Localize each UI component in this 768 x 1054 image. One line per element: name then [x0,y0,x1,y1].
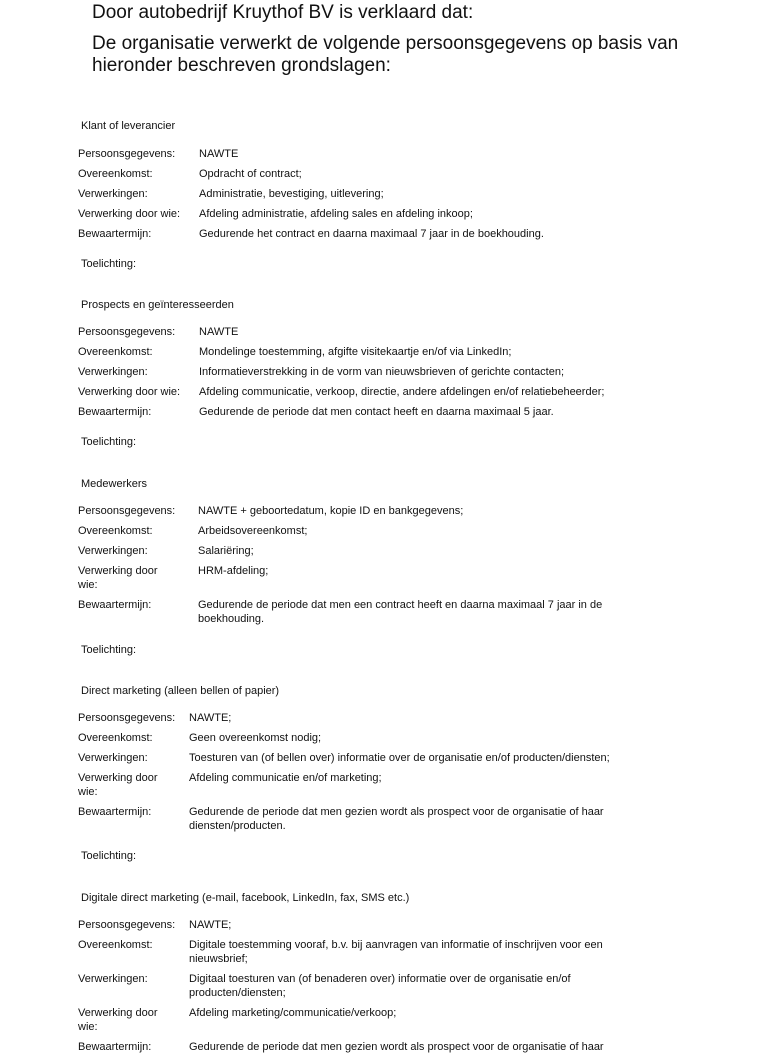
value: Mondelinge toestemming, afgifte visitekaartje en/of via LinkedIn; [199,346,512,358]
label: Verwerkingen: [78,188,148,200]
label: Bewaartermijn: [78,806,152,818]
document-header [92,0,732,77]
label: Verwerkingen: [78,752,148,764]
value: NAWTE [199,326,239,338]
declaration-heading: Door autobedrijf Kruythof BV is verklaard dat: [92,2,474,23]
value: Opdracht of contract; [199,168,302,180]
label: Verwerking door wie: [78,208,181,220]
section-title: Medewerkers [81,478,148,490]
value: Afdeling marketing/communicatie/verkoop; [189,1007,397,1019]
value: Salariëring; [198,545,254,557]
value: NAWTE + geboortedatum, kopie ID en bankgegevens; [198,505,464,517]
label: Overeenkomst: [78,525,153,537]
intro-heading: De organisatie verwerkt de volgende persoonsgegevens op basis van hieronder beschreven grondslagen: [92,33,679,76]
label: Persoonsgegevens: [78,148,176,160]
value: Digitaal toesturen van (of benaderen over) informatie over de organisatie en/of producten/diensten; [189,973,571,999]
toelichting-label: Toelichting: [81,258,137,270]
label: Bewaartermijn: [78,1041,152,1053]
label: Overeenkomst: [78,732,153,744]
value: Gedurende de periode dat men gezien wordt als prospect voor de organisatie of haar diensten/producten. [189,806,604,832]
value: Administratie, bevestiging, uitlevering; [199,188,384,200]
section-title: Digitale direct marketing (e-mail, facebook, LinkedIn, fax, SMS etc.) [81,892,410,904]
toelichting-label: Toelichting: [81,436,137,448]
label: Persoonsgegevens: [78,712,176,724]
value: Afdeling administratie, afdeling sales en afdeling inkoop; [199,208,473,220]
label: Persoonsgegevens: [78,505,176,517]
section-title: Prospects en geïnteresseerden [81,299,234,311]
label: Persoonsgegevens: [78,326,176,338]
value: Arbeidsovereenkomst; [198,525,308,537]
value: Gedurende de periode dat men een contract heeft en daarna maximaal 7 jaar in de boekhouding. [198,599,603,625]
label: Bewaartermijn: [78,228,152,240]
label: Verwerkingen: [78,973,148,985]
value: NAWTE; [189,712,232,724]
label: Bewaartermijn: [78,599,152,611]
label: Verwerking door wie: [78,386,181,398]
label: Overeenkomst: [78,346,153,358]
section-title: Klant of leverancier [81,120,176,132]
toelichting-label: Toelichting: [81,644,137,656]
value: Gedurende het contract en daarna maximaal 7 jaar in de boekhouding. [199,228,544,240]
section-title: Direct marketing (alleen bellen of papier) [81,685,280,697]
label: Bewaartermijn: [78,406,152,418]
label: Verwerkingen: [78,545,148,557]
label: Verwerkingen: [78,366,148,378]
value: Digitale toestemming vooraf, b.v. bij aanvragen van informatie of inschrijven voor een nieuwsbrief; [189,939,603,965]
label: Verwerking door wie: [78,772,158,798]
value: NAWTE [199,148,239,160]
value: Afdeling communicatie, verkoop, directie, andere afdelingen en/of relatiebeheerder; [199,386,605,398]
value: HRM-afdeling; [198,565,269,577]
value: Gedurende de periode dat men gezien wordt als prospect voor de organisatie of haar [189,1041,604,1053]
value: Geen overeenkomst nodig; [189,732,322,744]
value: Toesturen van (of bellen over) informatie over de organisatie en/of producten/diensten; [189,752,610,764]
label: Verwerking door wie: [78,1007,158,1033]
value: Gedurende de periode dat men contact heeft en daarna maximaal 5 jaar. [199,406,554,418]
value: Informatieverstrekking in de vorm van nieuwsbrieven of gerichte contacten; [199,366,565,378]
value: NAWTE; [189,919,232,931]
label: Verwerking door wie: [78,565,158,591]
value: Afdeling communicatie en/of marketing; [189,772,382,784]
toelichting-label: Toelichting: [81,850,137,862]
label: Overeenkomst: [78,168,153,180]
label: Overeenkomst: [78,939,153,951]
label: Persoonsgegevens: [78,919,176,931]
